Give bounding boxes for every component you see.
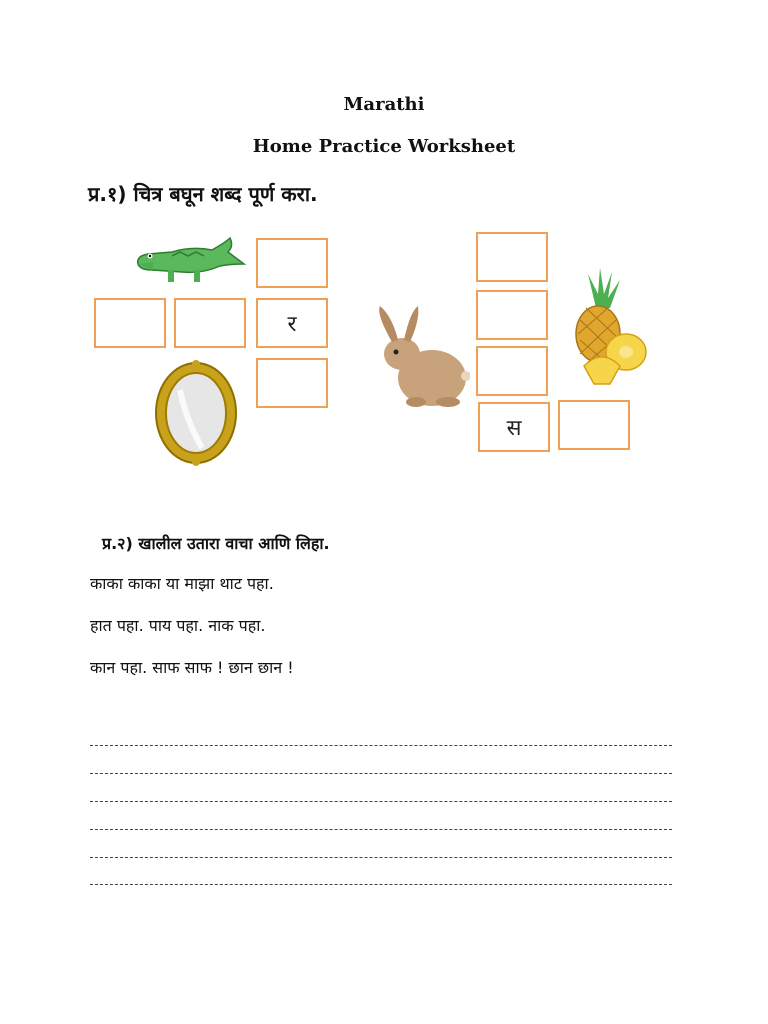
passage-line-3: कान पहा. साफ साफ ! छान छान !: [90, 658, 294, 677]
left-puzzle-row-box-2[interactable]: [174, 298, 246, 348]
left-puzzle-top-box[interactable]: [256, 238, 328, 288]
mirror-icon: [152, 360, 240, 466]
left-puzzle-bottom-box[interactable]: [256, 358, 328, 408]
right-puzzle-box-1[interactable]: [476, 232, 548, 282]
right-puzzle-letter-box: स: [478, 402, 550, 452]
writing-line-1[interactable]: [90, 745, 672, 746]
writing-line-6[interactable]: [90, 884, 672, 885]
question-1-label: प्र.१) चित्र बघून शब्द पूर्ण करा.: [88, 182, 318, 206]
pineapple-icon: [568, 268, 650, 386]
writing-line-4[interactable]: [90, 829, 672, 830]
subject-heading: Marathi: [343, 94, 425, 115]
left-puzzle-row-box-1[interactable]: [94, 298, 166, 348]
right-puzzle-box-3[interactable]: [476, 346, 548, 396]
crocodile-icon: [132, 234, 248, 290]
right-puzzle-side-box[interactable]: [558, 400, 630, 450]
passage-line-2: हात पहा. पाय पहा. नाक पहा.: [90, 616, 266, 635]
writing-line-3[interactable]: [90, 801, 672, 802]
left-puzzle-letter-box: र: [256, 298, 328, 348]
passage-line-1: काका काका या माझा थाट पहा.: [90, 574, 274, 593]
question-2-label: प्र.२) खालील उतारा वाचा आणि लिहा.: [102, 534, 330, 553]
rabbit-icon: [372, 302, 470, 412]
worksheet-title: Home Practice Worksheet: [252, 136, 516, 157]
writing-line-2[interactable]: [90, 773, 672, 774]
right-puzzle-box-2[interactable]: [476, 290, 548, 340]
writing-line-5[interactable]: [90, 857, 672, 858]
